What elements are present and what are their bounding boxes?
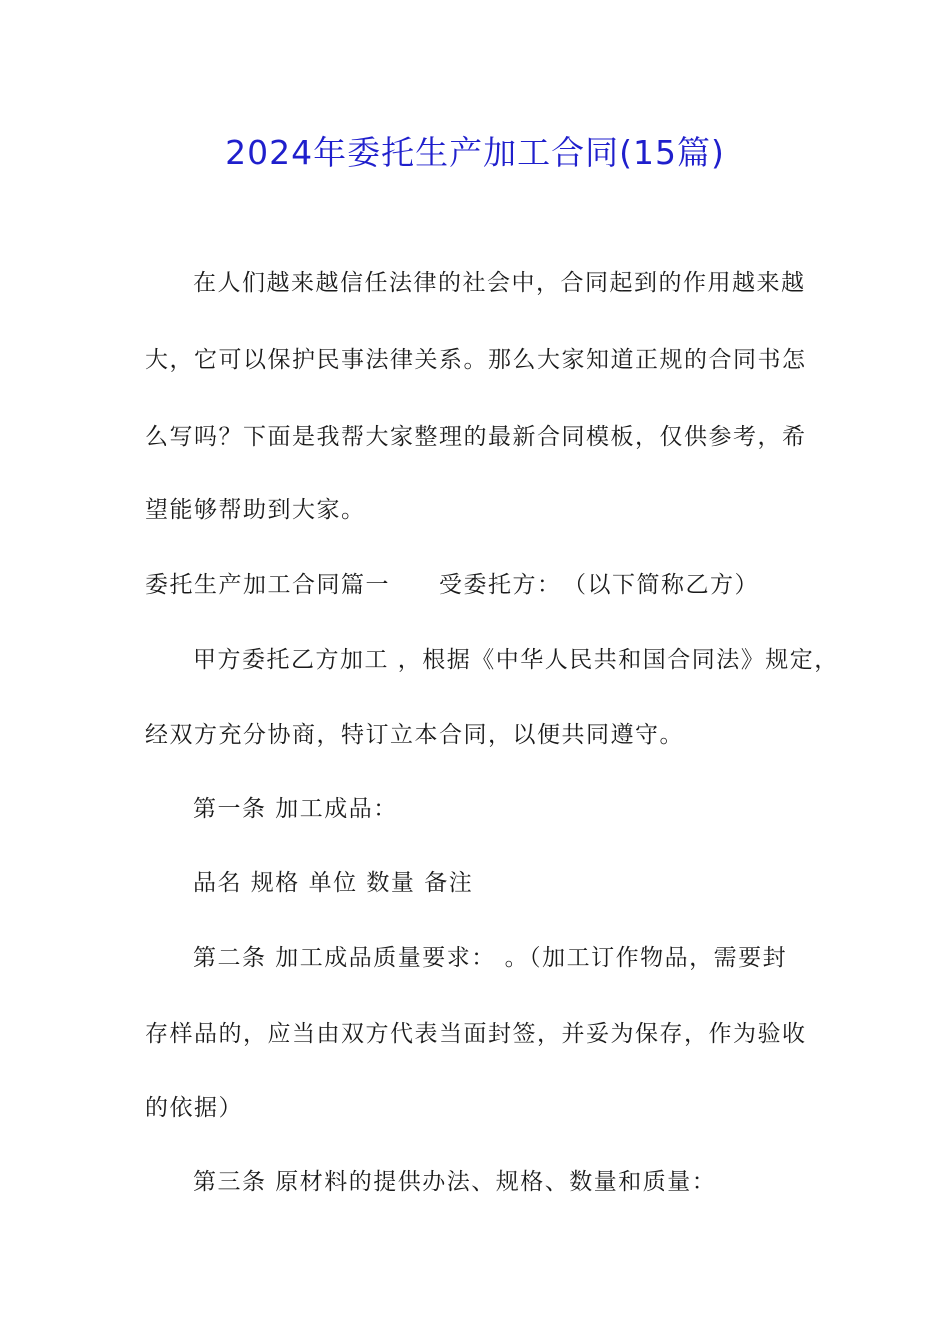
document-title: 2024年委托生产加工合同(15篇) [225,133,725,172]
paragraph-line: 望能够帮助到大家。 [145,497,366,523]
article-heading: 第二条 加工成品质量要求： 。（加工订作物品，需要封 [193,945,788,971]
article-heading: 第三条 原材料的提供办法、规格、数量和质量： [193,1169,717,1195]
article-heading: 第一条 加工成品： [193,796,398,822]
paragraph-line: 大，它可以保护民事法律关系。那么大家知道正规的合同书怎 [145,347,807,373]
paragraph-line: 委托生产加工合同篇一 受委托方： （以下简称乙方） [145,572,759,598]
paragraph-line: 品名 规格 单位 数量 备注 [193,870,474,896]
paragraph-line: 的依据） [145,1095,243,1121]
paragraph-line: 甲方委托乙方加工 ，根据《中华人民共和国合同法》规定， [193,647,839,673]
paragraph-line: 存样品的，应当由双方代表当面封签，并妥为保存，作为验收 [145,1021,807,1047]
paragraph-line: 么写吗？下面是我帮大家整理的最新合同模板，仅供参考，希 [145,424,807,450]
paragraph-line: 经双方充分协商，特订立本合同，以便共同遵守。 [145,722,684,748]
paragraph-line: 在人们越来越信任法律的社会中，合同起到的作用越来越 [193,270,806,296]
